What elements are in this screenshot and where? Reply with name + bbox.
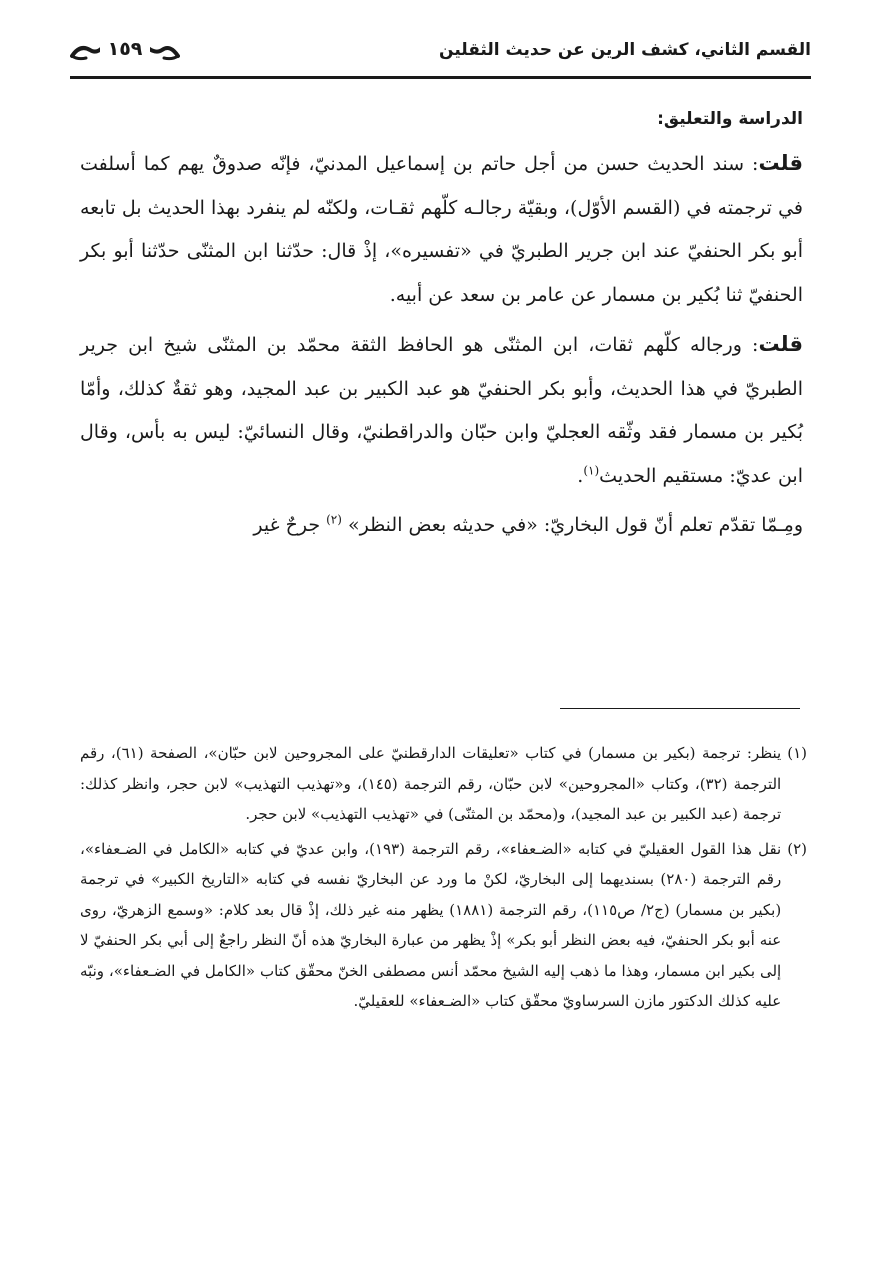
paragraph-lead: قلت: [758, 332, 803, 356]
paragraph-tail: .: [577, 464, 584, 487]
paragraph: [80, 504, 803, 548]
page-number: ١٥٩: [100, 38, 150, 60]
footnote-ref[interactable]: (٢): [326, 512, 342, 527]
page-number-ornament: [70, 36, 180, 66]
footnote-number: (٢): [787, 839, 807, 858]
paragraph-tail: جرحٌ غير: [253, 514, 327, 536]
paragraph-text: : سند الحديث حسن من أجل حاتم بن إسماعيل المدنيّ، فإنّه صدوقٌ يهم كما أسلفت في ترجمته في (القسم الأوّل)، وبقيّة رجالـه كلّهم ثقـات، ولكنّه لم ينفرد بهذا الحديث بل تابعه أبو بكر الحنفيّ عند ابن جرير الطبريّ في «تفسيره»، إذْ قال: حدّثنا ابن المثنّى حدّثنا أبو بكر الحنفيّ ثنا بُكير بن مسمار عن عامر بن سعد عن أبيه.: [80, 153, 803, 306]
footnote-text: نقل هذا القول العقيليّ في كتابه «الضـعفاء»، رقم الترجمة (١٩٣)، وابن عديّ في كتابه «الكامل في الضـعفاء»، رقم الترجمة (٢٨٠) بسنديهما إلى البخاريّ، لكنْ ما ورد عن البخاريّ نفسه في كتابه «التاريخ الكبير» في ترجمة (بكير بن مسمار) (ج٢/ ص١١٥)، رقم الترجمة (١٨٨١) يظهر منه غير ذلك، إذْ قال بعد كلام: «وسمع الزهريّ، روى عنه أبو بكر الحنفيّ، فيه بعض النظر أبو بكر» إذْ يظهر من عبارة البخاريّ هذه أنّ النظر راجعٌ إلى أبي بكر الحنفيّ لا إلى بكير ابن مسمار، وهذا ما ذهب إليه الشيخ محمّد أنس مصطفى الخنّ محقّق كتاب «الكامل في الضـعفاء»، ونبّه عليه كذلك الدكتور مازن السرساويّ محقّق كتاب «الضـعفاء» للعقيليّ.: [80, 839, 782, 1010]
footnote-ref[interactable]: (١): [583, 463, 600, 478]
footnotes: [80, 738, 807, 1021]
header-rule: [70, 76, 811, 79]
paragraph: [80, 323, 803, 498]
footnote: [80, 738, 807, 830]
paragraph-text: : ورجاله كلّهم ثقات، ابن المثنّى هو الحافظ الثقة محمّد بن المثنّى شيخ ابن جرير الطبريّ في هذا الحديث، وأبو بكر الحنفيّ هو عبد الكبير بن عبد المجيد، وهو ثقةٌ كذلك، وأمّا بُكير بن مسمار فقد وثّقه العجليّ وابن حبّان والدراقطنيّ، وقال النسائيّ: ليس به بأس، وقال ابن عديّ: مستقيم الحديث: [80, 334, 803, 487]
footnote-number: (١): [787, 744, 807, 762]
footnote: [80, 834, 807, 1017]
paragraph-text: ومِـمّا تقدّم تعلم أنّ قول البخاريّ: «في حديثه بعض النظر»: [347, 514, 803, 536]
footnote-text: ينظر: ترجمة (بكير بن مسمار) في كتاب «تعليقات الدارقطنيّ على المجروحين لابن حبّان»، الصفحة (٦١)، رقم الترجمة (٣٢)، وكتاب «المجروحين» لابن حبّان، رقم الترجمة (١٤٥)، و«تهذيب التهذيب» لابن حجر، وانظر كذلك: ترجمة (عبد الكبير بن عبد المجيد)، و(محمّد بن المثنّى) في «تهذيب التهذيب» لابن حجر.: [80, 744, 782, 823]
paragraph: [80, 142, 803, 317]
page-header: [70, 30, 811, 76]
running-head-title: القسم الثاني، كشف الرين عن حديث الثقلين: [439, 40, 811, 60]
main-text: [80, 106, 803, 554]
paragraph-lead: قلت: [758, 151, 803, 175]
footnote-separator: [560, 708, 800, 709]
section-title: الدراسة والتعليق:: [657, 109, 803, 129]
